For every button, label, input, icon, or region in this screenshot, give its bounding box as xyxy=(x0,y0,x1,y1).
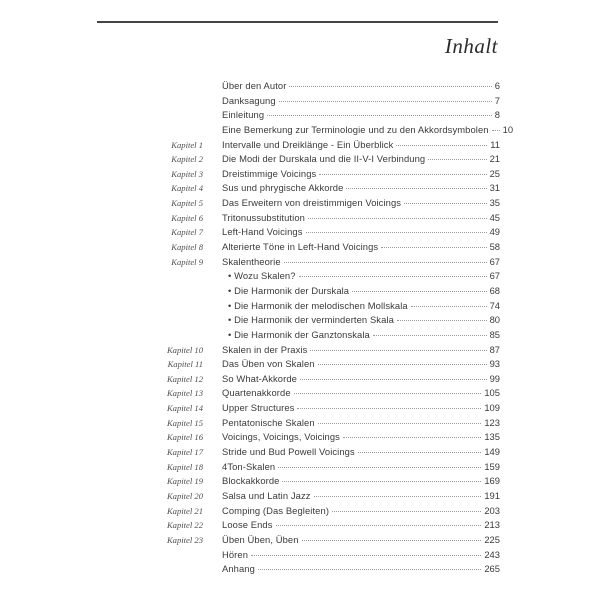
toc-entry xyxy=(222,123,514,135)
entry-title: Üben Üben, Üben xyxy=(222,533,299,545)
chapter-label: Kapitel 22 xyxy=(166,520,203,531)
entry-title: • Die Harmonik der Ganztonskala xyxy=(228,328,370,340)
page-number: 123 xyxy=(484,416,500,428)
dot-leader xyxy=(428,159,486,160)
page-number: 85 xyxy=(489,328,500,340)
page-number: 135 xyxy=(484,431,500,443)
toc-entry xyxy=(228,314,500,325)
chapter-label: Kapitel 9 xyxy=(171,256,203,267)
chapter-label: Kapitel 19 xyxy=(166,476,203,487)
chapter-label: Kapitel 12 xyxy=(166,373,203,384)
page-number: 169 xyxy=(484,475,500,487)
entry-title: • Wozu Skalen? xyxy=(228,270,296,282)
entry-title: • Die Harmonik der Durskala xyxy=(228,284,350,296)
header-rule xyxy=(97,21,498,23)
dot-leader xyxy=(332,511,481,512)
toc-row xyxy=(145,402,500,417)
toc-entry xyxy=(222,387,500,398)
dot-leader xyxy=(352,291,486,292)
chapter-label: Kapitel 6 xyxy=(171,212,203,223)
dot-leader xyxy=(297,408,481,409)
chapter-label: Kapitel 4 xyxy=(171,183,203,194)
toc-entry xyxy=(228,285,500,296)
page-number: 159 xyxy=(484,460,500,472)
toc-row xyxy=(145,373,500,388)
entry-title: Skalen in der Praxis xyxy=(222,343,308,355)
page-number: 7 xyxy=(494,94,500,106)
chapter-label: Kapitel 8 xyxy=(171,242,203,253)
entry-title: • Die Harmonik der melodischen Mollskala xyxy=(228,299,408,311)
toc-entry xyxy=(222,153,500,164)
dot-leader xyxy=(251,555,481,556)
toc-row xyxy=(145,270,500,285)
toc-entry xyxy=(228,329,500,340)
dot-leader xyxy=(276,525,482,526)
page-number: 58 xyxy=(489,241,500,253)
toc-entry xyxy=(222,402,500,413)
toc-row xyxy=(145,80,500,95)
toc-entry xyxy=(222,95,500,106)
page-number: 203 xyxy=(484,504,500,516)
page-number: 225 xyxy=(484,533,500,545)
dot-leader xyxy=(284,262,487,263)
toc-row xyxy=(145,534,500,549)
entry-title: Stride und Bud Powell Voicings xyxy=(222,446,355,458)
entry-title: Loose Ends xyxy=(222,519,273,531)
dot-leader xyxy=(289,86,491,87)
toc-entry xyxy=(222,109,500,120)
page-number: 109 xyxy=(484,402,500,414)
toc-entry xyxy=(222,475,500,486)
toc-row xyxy=(145,387,500,402)
toc-entry xyxy=(222,431,500,442)
toc-entry xyxy=(222,182,500,193)
page-title: Inhalt xyxy=(444,34,498,58)
page-number: 35 xyxy=(489,197,500,209)
chapter-label: Kapitel 20 xyxy=(166,490,203,501)
toc-row xyxy=(145,123,514,139)
entry-title: Anhang xyxy=(222,563,255,575)
toc-entry xyxy=(222,197,500,208)
dot-leader xyxy=(310,350,486,351)
dot-leader xyxy=(282,481,481,482)
dot-leader xyxy=(318,423,482,424)
entry-title: Hören xyxy=(222,548,249,560)
dot-leader xyxy=(381,247,486,248)
toc-row xyxy=(145,358,500,373)
dot-leader xyxy=(396,145,487,146)
entry-title: Das Üben von Skalen xyxy=(222,358,315,370)
toc-entry xyxy=(222,505,500,516)
chapter-label: Kapitel 2 xyxy=(171,154,203,165)
dot-leader xyxy=(358,452,482,453)
page-number: 74 xyxy=(489,299,500,311)
chapter-label: Kapitel 11 xyxy=(167,359,203,370)
dot-leader xyxy=(373,335,487,336)
dot-leader xyxy=(397,320,487,321)
toc-row xyxy=(145,197,500,212)
chapter-label: Kapitel 1 xyxy=(171,139,203,150)
page-number: 8 xyxy=(494,109,500,121)
chapter-label: Kapitel 7 xyxy=(171,227,203,238)
toc-entry xyxy=(222,80,500,91)
toc-row xyxy=(145,446,500,461)
toc-entry xyxy=(222,168,500,179)
toc-row xyxy=(145,168,500,183)
entry-title: Alterierte Töne in Left-Hand Voicings xyxy=(222,241,379,253)
toc-row xyxy=(145,241,500,256)
chapter-label: Kapitel 13 xyxy=(166,388,203,399)
entry-title: Das Erweitern von dreistimmigen Voicings xyxy=(222,197,402,209)
dot-leader xyxy=(319,174,486,175)
page-number: 191 xyxy=(484,489,500,501)
toc-entry xyxy=(222,563,500,574)
toc-row xyxy=(145,314,500,329)
entry-title: Pentatonische Skalen xyxy=(222,416,315,428)
dot-leader xyxy=(318,364,487,365)
dot-leader xyxy=(258,569,481,570)
dot-leader xyxy=(308,218,487,219)
entry-title: Tritonussubstitution xyxy=(222,211,305,223)
toc-entry xyxy=(222,139,500,150)
entry-title: Left-Hand Voicings xyxy=(222,226,303,238)
entry-title: 4Ton-Skalen xyxy=(222,460,276,472)
page-number: 265 xyxy=(484,563,500,575)
entry-title: Eine Bemerkung zur Terminologie und zu den Akkordsymbolen xyxy=(222,123,489,135)
toc-entry xyxy=(222,446,500,457)
entry-title: • Die Harmonik der verminderten Skala xyxy=(228,314,394,326)
dot-leader xyxy=(302,540,482,541)
entry-title: Blockakkorde xyxy=(222,475,280,487)
entry-title: Upper Structures xyxy=(222,402,295,414)
page-number: 213 xyxy=(484,519,500,531)
entry-title: Dreistimmige Voicings xyxy=(222,167,317,179)
chapter-label: Kapitel 10 xyxy=(166,344,203,355)
entry-title: Danksagung xyxy=(222,94,276,106)
toc-entry xyxy=(222,519,500,530)
dot-leader xyxy=(279,101,492,102)
toc-row xyxy=(145,285,500,300)
toc-entry xyxy=(222,549,500,560)
table-of-contents xyxy=(145,80,514,578)
chapter-label: Kapitel 17 xyxy=(166,447,203,458)
chapter-label: Kapitel 14 xyxy=(166,403,203,414)
toc-row xyxy=(145,461,500,476)
chapter-label: Kapitel 23 xyxy=(166,534,203,545)
entry-title: Quartenakkorde xyxy=(222,387,291,399)
entry-title: Skalentheorie xyxy=(222,255,281,267)
toc-entry xyxy=(222,226,500,237)
entry-title: Sus und phrygische Akkorde xyxy=(222,182,344,194)
toc-row xyxy=(145,109,500,124)
dot-leader xyxy=(343,437,481,438)
page-number: 45 xyxy=(489,211,500,223)
dot-leader xyxy=(306,232,487,233)
chapter-label: Kapitel 16 xyxy=(166,432,203,443)
entry-title: Comping (Das Begleiten) xyxy=(222,504,330,516)
toc-entry xyxy=(222,344,500,355)
toc-row xyxy=(145,344,500,359)
page-number: 243 xyxy=(484,548,500,560)
page-number: 93 xyxy=(489,358,500,370)
toc-entry xyxy=(222,490,500,501)
page-number: 80 xyxy=(489,314,500,326)
dot-leader xyxy=(267,115,492,116)
toc-row xyxy=(145,475,500,490)
page-number: 49 xyxy=(489,226,500,238)
page-number: 68 xyxy=(489,284,500,296)
page-number: 105 xyxy=(484,387,500,399)
entry-title: Über den Autor xyxy=(222,80,287,91)
toc-row xyxy=(145,95,500,110)
dot-leader xyxy=(300,379,487,380)
chapter-label: Kapitel 3 xyxy=(171,168,203,179)
toc-row xyxy=(145,519,500,534)
entry-title: Einleitung xyxy=(222,109,265,121)
page-number: 149 xyxy=(484,446,500,458)
entry-title: Voicings, Voicings, Voicings xyxy=(222,431,340,443)
toc-row xyxy=(145,256,500,271)
chapter-label: Kapitel 5 xyxy=(171,198,203,209)
toc-row xyxy=(145,212,500,227)
toc-row xyxy=(145,490,500,505)
chapter-label: Kapitel 18 xyxy=(166,461,203,472)
dot-leader xyxy=(404,203,486,204)
toc-row xyxy=(145,563,500,578)
dot-leader xyxy=(278,467,481,468)
toc-entry xyxy=(228,300,500,311)
toc-entry xyxy=(222,461,500,472)
toc-row xyxy=(145,329,500,344)
page-number: 87 xyxy=(489,343,500,355)
toc-row xyxy=(145,300,500,315)
toc-row xyxy=(145,182,500,197)
toc-entry xyxy=(222,417,500,428)
toc-row xyxy=(145,226,500,241)
toc-row xyxy=(145,549,500,564)
toc-entry xyxy=(228,270,500,281)
dot-leader xyxy=(314,496,482,497)
page-number: 11 xyxy=(490,138,500,150)
dot-leader xyxy=(294,393,482,394)
page-number: 21 xyxy=(489,153,500,165)
toc-entry xyxy=(222,373,500,384)
dot-leader xyxy=(411,306,487,307)
page-number: 25 xyxy=(489,167,500,179)
toc-entry xyxy=(222,256,500,267)
chapter-label: Kapitel 21 xyxy=(166,505,203,516)
page-number: 67 xyxy=(489,270,500,282)
toc-row xyxy=(145,139,500,154)
entry-title: Salsa und Latin Jazz xyxy=(222,489,311,501)
toc-row xyxy=(145,431,500,446)
entry-title: Die Modi der Durskala und die II-V-I Verbindung xyxy=(222,153,426,165)
dot-leader xyxy=(492,130,500,131)
entry-title: Intervalle und Dreiklänge - Ein Überblick xyxy=(222,138,394,150)
toc-row xyxy=(145,417,500,432)
chapter-label: Kapitel 15 xyxy=(166,417,203,428)
page-number: 99 xyxy=(489,372,500,384)
page-number: 67 xyxy=(489,255,500,267)
dot-leader xyxy=(346,188,486,189)
entry-title: So What-Akkorde xyxy=(222,372,297,384)
dot-leader xyxy=(299,276,487,277)
page-number: 10 xyxy=(502,123,514,135)
toc-row xyxy=(145,153,500,168)
toc-entry xyxy=(222,534,500,545)
toc-row xyxy=(145,505,500,520)
toc-entry xyxy=(222,241,500,252)
toc-entry xyxy=(222,358,500,369)
toc-entry xyxy=(222,212,500,223)
page-number: 31 xyxy=(489,182,500,194)
page-number: 6 xyxy=(494,80,500,91)
